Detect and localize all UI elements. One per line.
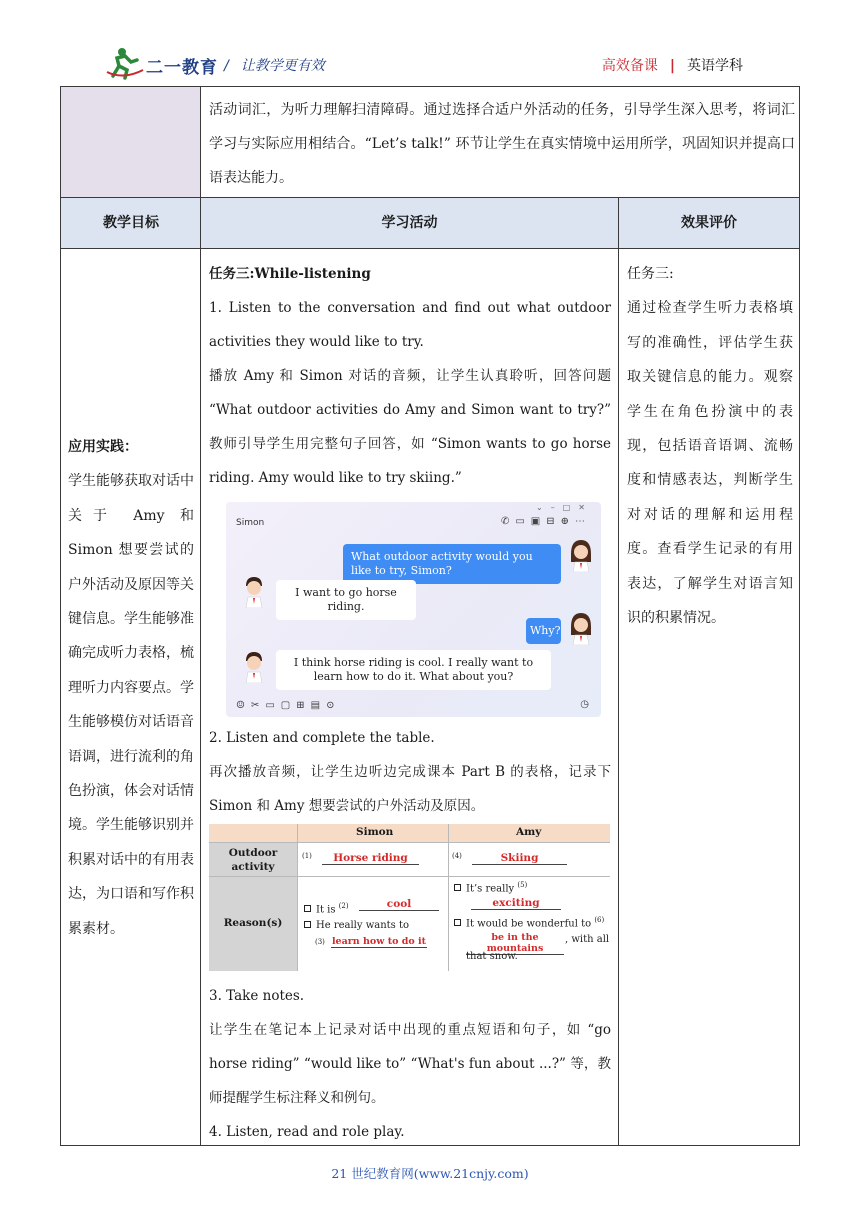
step-1: 1. Listen to the conversation and find out what outdoor activities they would like to try. bbox=[209, 300, 611, 350]
chat-figure bbox=[226, 502, 601, 717]
subject-label: 英语学科 bbox=[687, 58, 743, 74]
page-footer[interactable]: 21 世纪教育网(www.21cnjy.com) bbox=[331, 1166, 529, 1181]
answer-simon-reason-1: cool bbox=[359, 898, 439, 911]
chat-bubble: What outdoor activity would you like to try, Simon? bbox=[343, 544, 561, 584]
intro-text: 活动词汇，为听力理解扫清障碍。通过选择合适户外活动的任务，引导学生深入思考，将词汇学习与实际应用相结合。“Let’s talk!” 环节让学生在真实情境中运用所学，巩固知识并提高口语表达能力。 bbox=[209, 102, 795, 186]
goal-cell bbox=[68, 430, 194, 946]
goal-heading: 应用实践： bbox=[68, 439, 138, 455]
answer-amy-activity: Skiing bbox=[472, 852, 567, 865]
step-3-detail: 让学生在笔记本上记录对话中出现的重点短语和句子，如 “go horse riding” “would like to” “What's fun about ...?” 等，教师提醒学生标注释义和例句。 bbox=[209, 1022, 611, 1106]
step-2: 2. Listen and complete the table. bbox=[209, 730, 435, 746]
notes-table-header bbox=[209, 824, 610, 842]
step-1-detail: 播放 Amy 和 Simon 对话的音频，让学生认真聆听，回答问题 “What outdoor activities do Amy and Simon want to try?” 教师引导学生用完整句子回答，如 “Simon wants to go horse riding. Amy would like to try skiing.” bbox=[209, 368, 611, 486]
row-reasons: Reason(s) bbox=[223, 917, 283, 929]
answer-simon-reason-2: learn how to do it bbox=[331, 936, 427, 947]
blank-number: (4) bbox=[452, 852, 462, 860]
logo-text: 二一教育 bbox=[146, 58, 218, 78]
col-simon: Simon bbox=[356, 826, 394, 838]
row-divider bbox=[61, 248, 799, 249]
col-amy: Amy bbox=[516, 826, 542, 838]
checkbox-icon bbox=[304, 921, 311, 928]
row-outdoor-activity: Outdoor activity bbox=[228, 847, 278, 873]
header-right bbox=[602, 55, 743, 75]
chat-toolbar-icons: ✆▭▣⊟⊕⋯ bbox=[500, 516, 591, 527]
girl-avatar-icon bbox=[567, 538, 595, 572]
checkbox-icon bbox=[304, 905, 311, 912]
boy-avatar-icon bbox=[240, 649, 268, 683]
window-controls-icon: ⌄–□✕ bbox=[536, 503, 593, 512]
header-goal: 教学目标 bbox=[103, 215, 159, 231]
notes-table-figure: Simon Amy Outdoor activity Reason(s) $^{(1)}$ Horse riding $^{(4)}$ Skiing It is $^{(2)}$ cool He really wants to $^{(3)}$ learn how to do it It’s really $^{(5)}$ exciting It would be wonderful to $^{(6)}$ be in the mountains , with all that snow. bbox=[209, 824, 610, 971]
col-divider bbox=[618, 197, 619, 1145]
answer-amy-reason-1: exciting bbox=[471, 897, 561, 910]
checkbox-icon bbox=[454, 884, 461, 891]
clock-icon: ◷ bbox=[580, 699, 589, 710]
step-4: 4. Listen, read and role play. bbox=[209, 1124, 405, 1140]
empty-goal-cell bbox=[61, 87, 201, 197]
slogan bbox=[224, 55, 325, 75]
chat-contact-name: Simon bbox=[236, 518, 265, 528]
step-3: 3. Take notes. bbox=[209, 988, 305, 1004]
evaluation-cell bbox=[627, 257, 793, 635]
chat-bubble: I think horse riding is cool. I really want to learn how to do it. What about you? bbox=[276, 650, 551, 690]
header-tag: 高效备课 bbox=[601, 58, 658, 74]
lesson-table bbox=[60, 86, 800, 1146]
goal-text: 学生能够获取对话中关于 Amy 和 Simon 想要尝试的户外活动及原因等关键信息。学生能够准确完成听力表格，梳理听力内容要点。学生能够模仿对话语音语调，进行流利的角色扮演，体会对话情境。学生能够识别并积累对话中的有用表达，为口语和写作积累素材。 bbox=[68, 473, 194, 937]
slogan-text: 让教学更有效 bbox=[240, 58, 325, 74]
header-evaluation: 效果评价 bbox=[681, 215, 737, 231]
header-separator: | bbox=[669, 58, 675, 74]
boy-avatar-icon bbox=[240, 574, 268, 608]
task-title: 任务三:While-listening bbox=[209, 266, 371, 282]
header-activity: 学习活动 bbox=[381, 215, 438, 231]
evaluation-text: 任务三: 通过检查学生听力表格填写的准确性，评估学生获取关键信息的能力。观察学生在角色扮演中的表现，包括语音语调、流畅度和情感表达，判断学生对对话的理解和运用程度。查看学生记录的有用表达，了解学生对语言知识的积累情况。 bbox=[627, 266, 793, 627]
slogan-separator: / bbox=[224, 58, 229, 74]
blank-number: (1) bbox=[302, 852, 312, 860]
chat-bubble: I want to go horse riding. bbox=[276, 580, 416, 620]
checkbox-icon bbox=[454, 919, 461, 926]
page-header bbox=[0, 0, 860, 86]
step-2-detail: 再次播放音频，让学生边听边完成课本 Part B 的表格，记录下 Simon 和 Amy 想要尝试的户外活动及原因。 bbox=[209, 764, 611, 814]
girl-avatar-icon bbox=[567, 611, 595, 645]
answer-simon-activity: Horse riding bbox=[322, 852, 419, 865]
answer-amy-reason-2: be in the mountains bbox=[466, 932, 564, 955]
chat-input-tools-icons: ☺✂▭▢⊞▤⊙ bbox=[236, 700, 341, 711]
chat-bubble: Why? bbox=[526, 618, 561, 644]
